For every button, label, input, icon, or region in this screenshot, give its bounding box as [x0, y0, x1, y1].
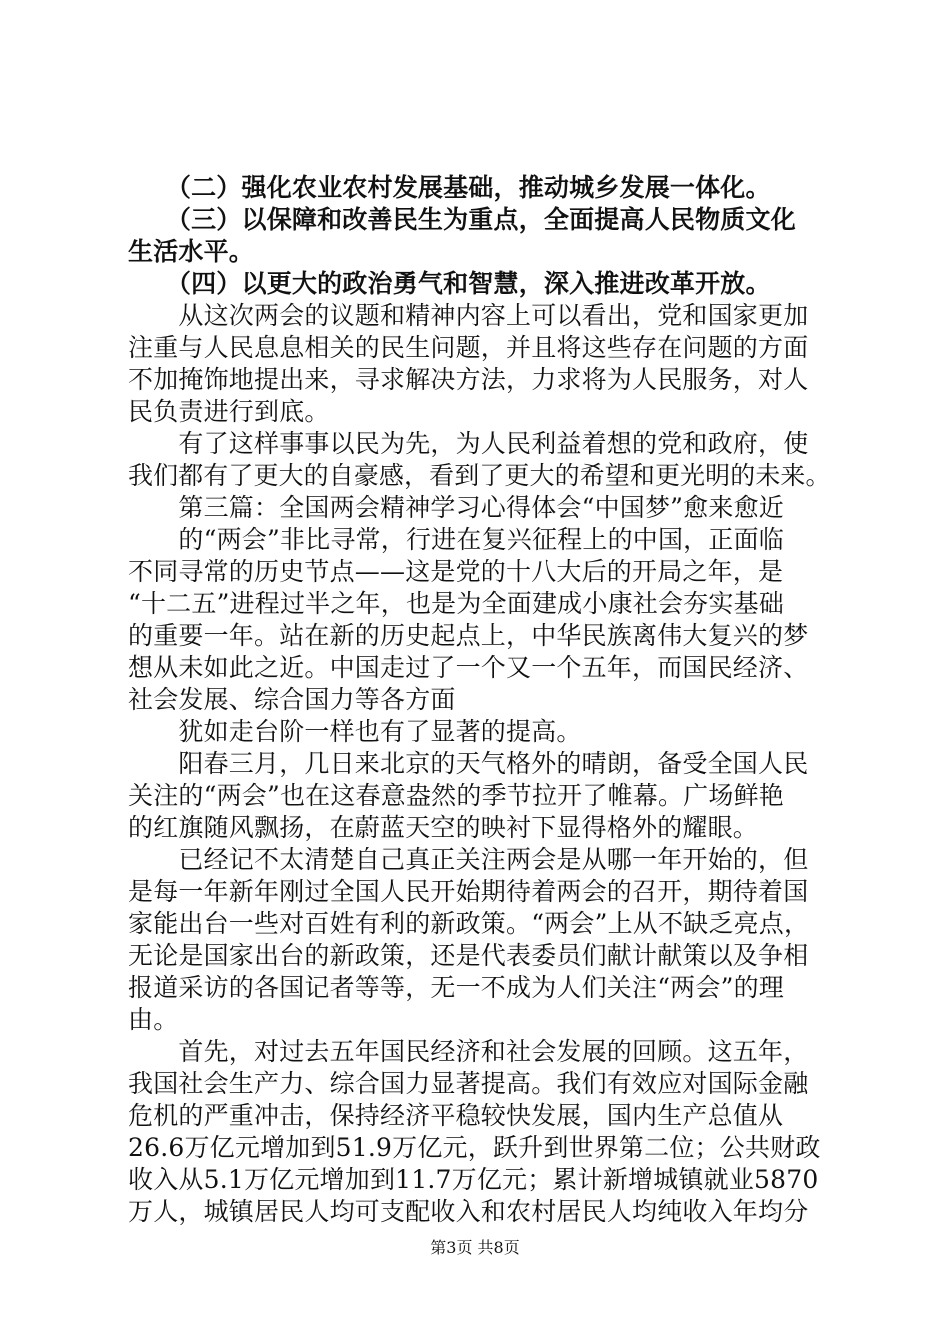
text-line: 26.6万亿元增加到51.9万亿元，跃升到世界第二位；公共财政 [128, 1133, 821, 1162]
text-line: 有了这样事事以民为先，为人民利益着想的党和政府，使 [128, 429, 809, 458]
text-line: 已经记不太清楚自己真正关注两会是从哪一年开始的，但 [128, 845, 809, 874]
text-line: 万人，城镇居民人均可支配收入和农村居民人均纯收入年均分 [128, 1197, 809, 1226]
text-line: 我国社会生产力、综合国力显著提高。我们有效应对国际金融 [128, 1069, 809, 1098]
document-body [128, 172, 832, 1228]
text-line: 报道采访的各国记者等等，无一不成为人们关注“两会”的理 [128, 973, 784, 1002]
text-line: （二）强化农业农村发展基础，推动城乡发展一体化。 [128, 173, 771, 202]
text-line: （四）以更大的政治勇气和智慧，深入推进改革开放。 [128, 269, 771, 298]
section-heading [128, 268, 832, 300]
text-line: 的重要一年。站在新的历史起点上，中华民族离伟大复兴的梦 [128, 621, 809, 650]
section-heading [128, 204, 832, 268]
text-line: 民负责进行到底。 [128, 397, 330, 426]
text-line: 从这次两会的议题和精神内容上可以看出，党和国家更加 [128, 301, 809, 330]
body-paragraph [128, 300, 832, 428]
text-line: 注重与人民息息相关的民生问题，并且将这些存在问题的方面 [128, 333, 809, 362]
body-paragraph [128, 524, 832, 716]
text-line: 家能出台一些对百姓有利的新政策。“两会”上从不缺乏亮点， [128, 909, 810, 938]
section-heading [128, 172, 832, 204]
text-line: 生活水平。 [128, 237, 255, 266]
text-line: “十二五”进程过半之年，也是为全面建成小康社会夯实基础 [128, 589, 784, 618]
body-paragraph [128, 844, 832, 1036]
text-line: 社会发展、综合国力等各方面 [128, 685, 456, 714]
text-line: 我们都有了更大的自豪感，看到了更大的希望和更光明的未来。 [128, 461, 831, 490]
text-line: 的红旗随风飘扬，在蔚蓝天空的映衬下显得格外的耀眼。 [128, 813, 759, 842]
text-line: 无论是国家出台的新政策，还是代表委员们献计献策以及争相 [128, 941, 809, 970]
body-paragraph [128, 492, 832, 524]
body-paragraph [128, 716, 832, 748]
text-line: （三）以保障和改善民生为重点，全面提高人民物质文化 [128, 205, 796, 234]
text-line: 首先，对过去五年国民经济和社会发展的回顾。这五年， [128, 1037, 809, 1066]
text-line: 想从未如此之近。中国走过了一个又一个五年，而国民经济、 [128, 653, 809, 682]
body-paragraph [128, 748, 832, 844]
page-number-footer: 第3页 共8页 [430, 1238, 520, 1257]
text-line: 的“两会”非比寻常，行进在复兴征程上的中国，正面临 [128, 525, 784, 554]
text-line: 阳春三月，几日来北京的天气格外的晴朗，备受全国人民 [128, 749, 809, 778]
body-paragraph [128, 428, 832, 492]
text-line: 是每一年新年刚过全国人民开始期待着两会的召开，期待着国 [128, 877, 809, 906]
text-line: 由。 [128, 1005, 179, 1034]
text-line: 关注的“两会”也在这春意盎然的季节拉开了帷幕。广场鲜艳 [128, 781, 784, 810]
text-line: 不同寻常的历史节点——这是党的十八大后的开局之年，是 [128, 557, 784, 586]
text-line: 犹如走台阶一样也有了显著的提高。 [128, 717, 582, 746]
text-line: 不加掩饰地提出来，寻求解决方法，力求将为人民服务，对人 [128, 365, 809, 394]
text-line: 危机的严重冲击，保持经济平稳较快发展，国内生产总值从 [128, 1101, 784, 1130]
text-line: 第三篇：全国两会精神学习心得体会“中国梦”愈来愈近 [128, 493, 784, 522]
body-paragraph [128, 1036, 832, 1228]
text-line: 收入从5.1万亿元增加到11.7万亿元；累计新增城镇就业5870 [128, 1165, 819, 1194]
